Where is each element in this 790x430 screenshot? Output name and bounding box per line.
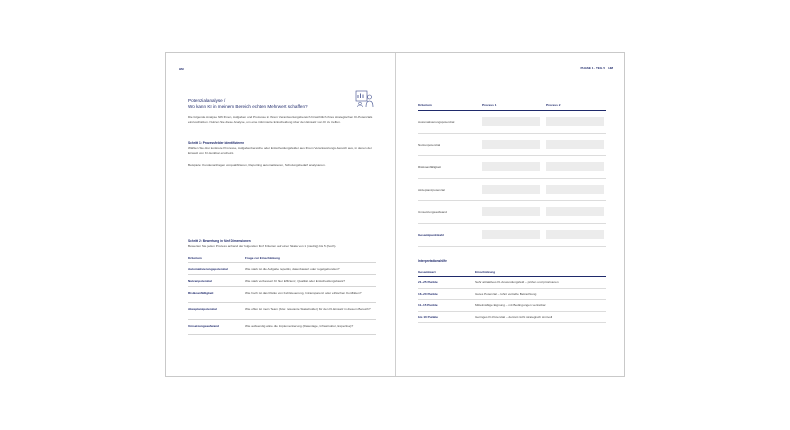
table-row: [188, 263, 376, 275]
right-page: [396, 53, 626, 376]
analysis-illustration-icon: [355, 90, 375, 108]
criteria-col-criterion: Kriterium: [188, 255, 202, 260]
table-row: [188, 320, 376, 335]
scoring-col-process2: Prozess 2: [546, 103, 561, 107]
process2-score-field[interactable]: [546, 207, 604, 216]
criteria-table: [188, 254, 376, 335]
criterion-name: Automatisierungspotenzial: [188, 266, 228, 271]
title-line-2: Wo kann KI in meinem Bereich echten Mehrwert schaffen?: [188, 103, 308, 109]
table-row: [418, 312, 606, 324]
interp-range: 16–20 Punkte: [418, 291, 438, 296]
page-title: [188, 98, 338, 109]
interp-range: 21–25 Punkte: [418, 280, 438, 284]
table-row: [418, 300, 606, 312]
criterion-name: Risikoanfälligkeit: [188, 290, 214, 295]
table-row: [188, 287, 376, 303]
scoring-col-process1: Prozess 1: [482, 103, 497, 107]
document-spread: [165, 52, 625, 377]
table-row: [418, 201, 606, 224]
table-row-total: [418, 224, 606, 247]
table-row: [418, 111, 606, 134]
interp-assessment: Sehr attraktives KI-Anwendungsfeld – prüfen und priorisieren: [475, 280, 559, 284]
scoring-row-label: Risikoanfälligkeit: [418, 165, 442, 170]
right-corner-tag: HM: [608, 66, 613, 70]
process1-total-field[interactable]: [482, 230, 540, 239]
scoring-table: [418, 102, 606, 247]
left-corner-tag: HM: [179, 67, 184, 71]
process1-score-field[interactable]: [482, 207, 540, 216]
criterion-name: Umsetzungsaufwand: [188, 324, 219, 328]
table-row: [418, 156, 606, 179]
table-row: [418, 277, 606, 289]
criterion-question: Wie offen ist mein Team (bzw. relevante Stakeholder) für den KI-Einsatz in diesem Bereich?: [245, 307, 371, 311]
scoring-col-criterion: Kriterium: [418, 103, 432, 107]
scoring-row-label: Akzeptanzpotenzial: [418, 187, 445, 192]
scoring-row-label: Gesamtpunktzahl: [418, 232, 444, 237]
process1-score-field[interactable]: [482, 162, 540, 171]
step2-heading: Schritt 2: Bewertung in fünf Dimensionen: [188, 239, 251, 243]
interp-range: bis 10 Punkte: [418, 314, 438, 319]
process2-score-field[interactable]: [546, 185, 604, 194]
interp-col-assessment: Einschätzung: [475, 270, 496, 274]
title-line-1: Potenzialanalyse /: [188, 98, 226, 103]
table-row: [188, 275, 376, 287]
process1-score-field[interactable]: [482, 185, 540, 194]
criterion-question: Wie stark ist die Aufgabe repetitiv, datenbasiert oder regelgebunden?: [245, 266, 340, 271]
interpretation-title: Interpretationshilfe: [418, 259, 447, 263]
process1-score-field[interactable]: [482, 117, 540, 126]
interp-range: 11–15 Punkte: [418, 303, 438, 307]
criterion-question: Wie hoch ist das Risiko von Fehlsteuerung, Intransparenz oder ethischen Konflikten?: [245, 290, 362, 295]
process2-score-field[interactable]: [546, 117, 604, 126]
process2-total-field[interactable]: [546, 230, 604, 239]
step1-heading: Schritt 1: Prozessfelder identifizieren: [188, 141, 245, 145]
interp-assessment: Gutes Potenzial – lohnt vertiefte Betrachtung: [475, 291, 537, 296]
table-row: [418, 179, 606, 202]
criterion-name: Nutzenpotenzial: [188, 278, 212, 283]
table-row: [418, 134, 606, 157]
criteria-table-header: [188, 254, 376, 263]
criterion-name: Akzeptanzpotenzial: [188, 307, 217, 311]
interp-col-total: Gesamtwert: [418, 270, 436, 274]
scoring-row-label: Automatisierungspotenzial: [418, 120, 455, 124]
table-row: [188, 303, 376, 320]
interp-assessment: Geringes KI-Potenzial – derzeit nicht strategisch sinnvoll: [475, 314, 553, 319]
table-row: [418, 289, 606, 301]
left-page: [166, 53, 395, 376]
step2-text: Bewerten Sie jeden Prozess anhand der folgenden fünf Kriterien auf einer Skala von 1 (niedrig) bis 5 (hoch).: [188, 244, 337, 248]
scoring-row-label: Nutzenpotenzial: [418, 142, 441, 147]
process1-score-field[interactable]: [482, 140, 540, 149]
process2-score-field[interactable]: [546, 140, 604, 149]
criterion-question: Wie stark verbessert KI hier Effizienz, Qualität oder Entscheidungsbasis?: [245, 278, 346, 283]
criterion-question: Wie aufwendig wäre die Implementierung (Datenlage, Infrastruktur, Expertise)?: [245, 324, 354, 328]
intro-text: Die folgende Analyse hilft Ihnen, Aufgaben und Prozesse in Ihrem Verantwortungsbereich hinsichtlich ihres strategischen KI-Potenzials einzuschätzen. Nutzen Sie diese Analyse, um eine informierte Entscheidung über den Einsatz von KI zu treffen.: [188, 115, 373, 124]
interpretation-table: [418, 269, 606, 323]
right-corner-tags: [581, 66, 613, 70]
scoring-table-header: [418, 102, 606, 111]
criteria-col-question: Frage zur Einschätzung: [245, 255, 280, 260]
process2-score-field[interactable]: [546, 162, 604, 171]
step1-example: Beispiele: Kundenanfragen vorqualifizieren, Reporting automatisieren, Schulungsbedarf analysieren.: [188, 163, 326, 167]
scoring-row-label: Umsetzungsaufwand: [418, 210, 447, 215]
interpretation-table-header: [418, 269, 606, 277]
phase-label: PHASE 1 · TEIL 5: [580, 66, 605, 70]
interp-assessment: Mittelmäßige Eignung – mit Bedingungen vertretbar: [475, 303, 546, 307]
step1-text: Wählen Sie drei konkrete Prozesse, Aufgabenbereiche oder Entscheidungsfelder aus Ihrem Verantwortungs-bereich aus, in denen der Einsatz von KI denkbar erscheint.: [188, 146, 372, 155]
